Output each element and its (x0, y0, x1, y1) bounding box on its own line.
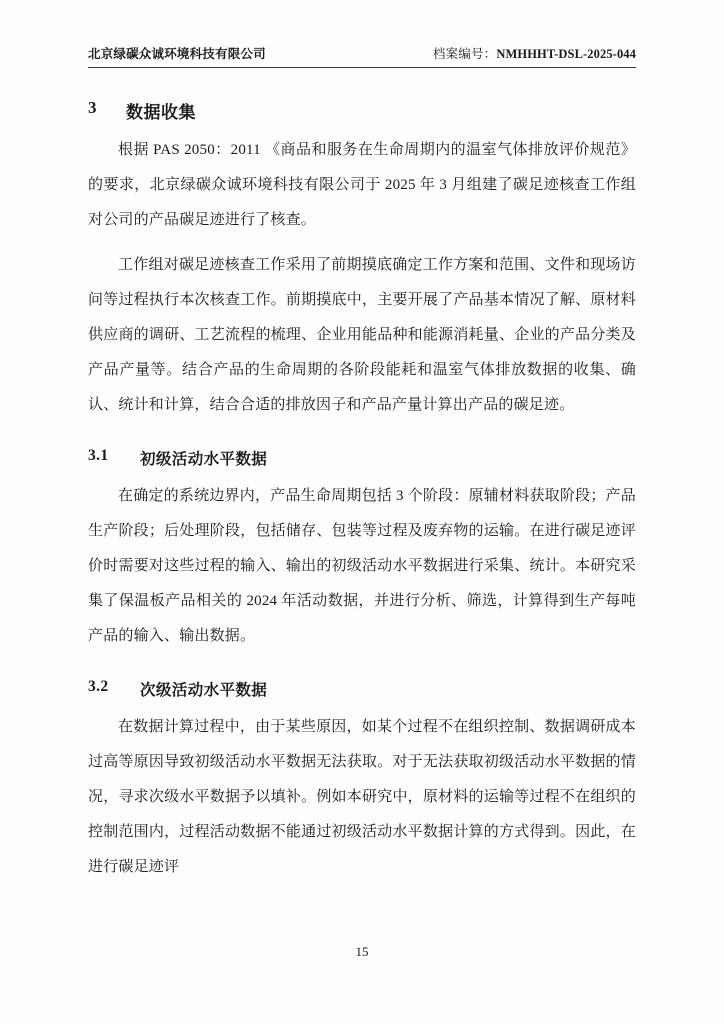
paragraph-3-2-1: 在数据计算过程中，由于某些原因，如某个过程不在组织控制、数据调研成本过高等原因导致初级活动水平数据无法获取。对于无法获取初级活动水平数据的情况，寻求次级水平数据予以填补。例如本研究中，原材料的运输等过程不在组织的控制范围内，过程活动数据不能通过初级活动水平数据计算的方式得到。因此，在进行碳足迹评 (88, 719, 636, 875)
page-content (88, 44, 636, 885)
page-number: 15 (355, 944, 369, 959)
section-heading-3-2 (88, 678, 636, 700)
archive-code: NMHHHT-DSL-2025-044 (496, 47, 636, 61)
page-header (88, 44, 636, 68)
section-number-3: 3 (88, 98, 97, 117)
section-heading-3-1 (88, 447, 636, 469)
section-title-3-1: 初级活动水平数据 (140, 451, 268, 468)
paragraph-3-1-1: 在确定的系统边界内，产品生命周期包括 3 个阶段：原辅材料获取阶段；产品生产阶段；后处理阶段，包括储存、包装等过程及废弃物的运输。在进行碳足迹评价时需要对这些过程的输入、输出的初级活动水平数据进行采集、统计。本研究采集了保温板产品相关的 2024 年活动数据，并进行分析、筛选，计算得到生产每吨产品的输入、输出数据。 (88, 488, 636, 644)
section-number-3-2: 3.2 (88, 678, 109, 695)
header-archive-number (433, 44, 636, 62)
paragraph-3-2: 工作组对碳足迹核查工作采用了前期摸底确定工作方案和范围、文件和现场访问等过程执行本次核查工作。前期摸底中，主要开展了产品基本情况了解、原材料供应商的调研、工艺流程的梳理、企业用能品种和能源消耗量、企业的产品分类及产品产量等。结合产品的生命周期的各阶段能耗和温室气体排放数据的收集、确认、统计和计算，结合合适的排放因子和产品产量计算出产品的碳足迹。 (88, 257, 636, 413)
paragraph-3-1: 根据 PAS 2050：2011 《商品和服务在生命周期内的温室气体排放评价规范》的要求，北京绿碳众诚环境科技有限公司于 2025 年 3 月组建了碳足迹核查工作组对公司的产品碳足迹进行了核查。 (88, 142, 636, 228)
section-title-3-2: 次级活动水平数据 (140, 682, 268, 699)
section-title-3: 数据收集 (126, 103, 196, 122)
section-number-3-1: 3.1 (88, 447, 109, 464)
archive-label: 档案编号： (432, 47, 497, 61)
header-company-name: 北京绿碳众诚环境科技有限公司 (88, 47, 266, 61)
section-heading-3 (88, 98, 636, 123)
